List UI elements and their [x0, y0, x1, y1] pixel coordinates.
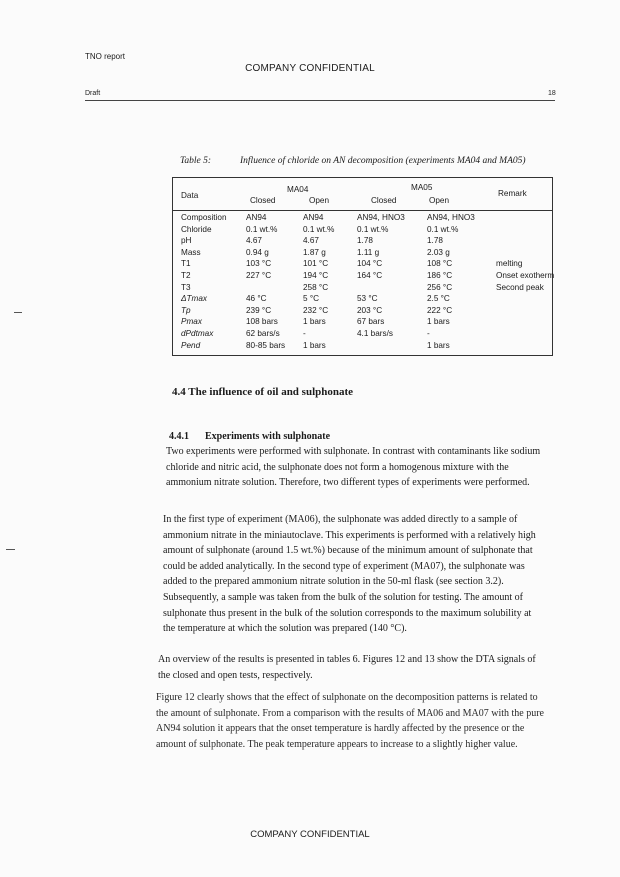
cell-ma05-closed: 1.78 [357, 236, 373, 246]
subsection-title: Experiments with sulphonate [205, 431, 331, 442]
cell-ma05-open: 1.78 [427, 236, 443, 246]
cell-ma04-open: 101 °C [303, 259, 329, 269]
header-ma04-closed: Closed [250, 196, 276, 205]
paragraph-3: An overview of the results is presented in tables 6. Figures 12 and 13 show the DTA signals of the closed and open tests, respectively. [158, 654, 536, 681]
header-ma05-open: Open [429, 196, 450, 205]
cell-ma04-open: 258 °C [303, 282, 329, 292]
header-divider [173, 210, 552, 211]
row-label: dPdtmax [181, 329, 214, 338]
cell-ma04-open: 1 bars [303, 317, 326, 327]
paragraph-2: In the first type of experiment (MA06), the sulphonate was added directly to a sample of ammonium nitrate in the miniautoclave. This experiments is performed with a relatively high amount of sulphonate (around 1.5 wt.%) because of the minimum amount of sulphonate that could be added analytically. In the second type of experiment (MA07), the sulphonate was added to the prepared ammonium nitrate solution in the 50-ml flask (see section 3.2). Subsequently, a sample was taken from the bulk of the solution for testing. The amount of sulphonate thus present in the bulk of the solution corresponds to the maximum solubility at the temperature at which the solution was prepared (140 °C). [163, 514, 536, 635]
cell-ma05-open: 186 °C [427, 271, 453, 280]
scan-mark [14, 312, 22, 313]
header-ma05: MA05 [411, 183, 433, 192]
header-rule [85, 100, 555, 101]
cell-ma05-open: 0.1 wt.% [427, 224, 459, 234]
cell-ma04-open: 232 °C [303, 305, 329, 315]
report-label: TNO report [85, 52, 126, 61]
table-number: Table 5: [180, 156, 212, 166]
data-table [172, 177, 553, 356]
cell-ma04-closed: 227 °C [246, 271, 272, 280]
draft-label: Draft [85, 90, 101, 97]
cell-ma05-open: 222 °C [427, 305, 453, 315]
cell-ma04-open: 5 °C [303, 294, 320, 304]
cell-ma05-closed: 1.11 g [357, 247, 380, 257]
cell-ma05-closed: 0.1 wt.% [357, 224, 389, 234]
cell-ma05-open: 108 °C [427, 259, 453, 269]
cell-ma04-closed: 0.94 g [246, 247, 269, 257]
confidential-header: COMPANY CONFIDENTIAL [245, 63, 375, 74]
cell-ma04-open: 1 bars [303, 340, 326, 350]
cell-ma05-closed: 203 °C [357, 305, 383, 315]
cell-ma04-open: 0.1 wt.% [303, 224, 335, 234]
cell-ma04-closed: 108 bars [246, 317, 278, 327]
cell-ma05-open: 256 °C [427, 282, 453, 292]
subsection-number: 4.4.1 [169, 431, 189, 442]
cell-ma04-closed: 80-85 bars [246, 340, 286, 350]
header-ma05-closed: Closed [371, 196, 397, 205]
paragraph-4: Figure 12 clearly shows that the effect of sulphonate on the decomposition patterns is related to the amount of sulphonate. From a comparison with the results of MA06 and MA07 with the pure AN94 solution it appears that the onset temperature is hardly affected by the presence or the amount of sulphonate. The peak temperature appears to increase to a slightly higher value. [156, 692, 544, 750]
cell-remark: melting [496, 259, 523, 269]
header-ma04: MA04 [287, 185, 309, 194]
cell-ma05-open: 2.03 g [427, 247, 450, 257]
row-label: ΔTmax [181, 294, 207, 304]
row-label: Mass [181, 247, 201, 257]
page-number: 18 [548, 90, 556, 97]
cell-ma05-closed: 4.1 bars/s [357, 329, 393, 338]
cell-ma05-open: AN94, HNO3 [427, 213, 475, 222]
cell-ma04-open: AN94 [303, 213, 324, 222]
cell-ma05-open: 2.5 °C [427, 294, 450, 304]
cell-ma04-open: 4.67 [303, 236, 319, 246]
cell-ma04-open: - [303, 329, 306, 338]
header-remark: Remark [498, 189, 527, 198]
cell-ma04-closed: 4.67 [246, 236, 262, 246]
cell-ma05-closed: AN94, HNO3 [357, 213, 405, 222]
row-label: Pend [181, 340, 201, 350]
cell-ma04-closed: 62 bars/s [246, 329, 280, 338]
subsection-heading [169, 431, 330, 442]
cell-ma05-closed: 53 °C [357, 294, 378, 304]
cell-ma05-open: 1 bars [427, 340, 450, 350]
cell-ma04-closed: 103 °C [246, 259, 272, 269]
cell-ma04-closed: 46 °C [246, 294, 267, 304]
cell-remark: Onset exotherm [496, 271, 555, 280]
header-ma04-open: Open [309, 196, 330, 205]
row-label: Pmax [181, 317, 202, 327]
section-heading: 4.4 The influence of oil and sulphonate [172, 386, 354, 398]
row-label: Tp [181, 305, 191, 315]
row-label: pH [181, 236, 192, 246]
cell-ma05-open: - [427, 329, 430, 338]
scan-mark [6, 549, 15, 550]
table-caption [180, 156, 560, 166]
cell-ma04-closed: 239 °C [246, 305, 272, 315]
cell-ma05-closed: 67 bars [357, 317, 385, 327]
paragraph-1: Two experiments were performed with sulphonate. In contrast with contaminants like sodium chloride and nitric acid, the sulphonate does not form a homogenous mixture with the ammonium nitrate solution. Therefore, two different types of experiments were performed. [166, 446, 541, 489]
cell-remark: Second peak [496, 282, 544, 292]
header-data: Data [181, 191, 199, 200]
row-label: T2 [181, 271, 191, 280]
cell-ma05-open: 1 bars [427, 317, 450, 327]
cell-ma04-closed: AN94 [246, 213, 267, 222]
table-title: Influence of chloride on AN decomposition (experiments MA04 and MA05) [240, 156, 526, 166]
cell-ma05-closed: 104 °C [357, 259, 383, 269]
confidential-footer: COMPANY CONFIDENTIAL [250, 829, 370, 840]
cell-ma04-open: 194 °C [303, 271, 329, 280]
cell-ma05-closed: 164 °C [357, 271, 383, 280]
row-label: T1 [181, 259, 191, 269]
row-label: Chloride [181, 224, 212, 234]
row-label: Composition [181, 213, 227, 222]
cell-ma04-closed: 0.1 wt.% [246, 224, 278, 234]
row-label: T3 [181, 282, 191, 292]
cell-ma04-open: 1.87 g [303, 247, 326, 257]
